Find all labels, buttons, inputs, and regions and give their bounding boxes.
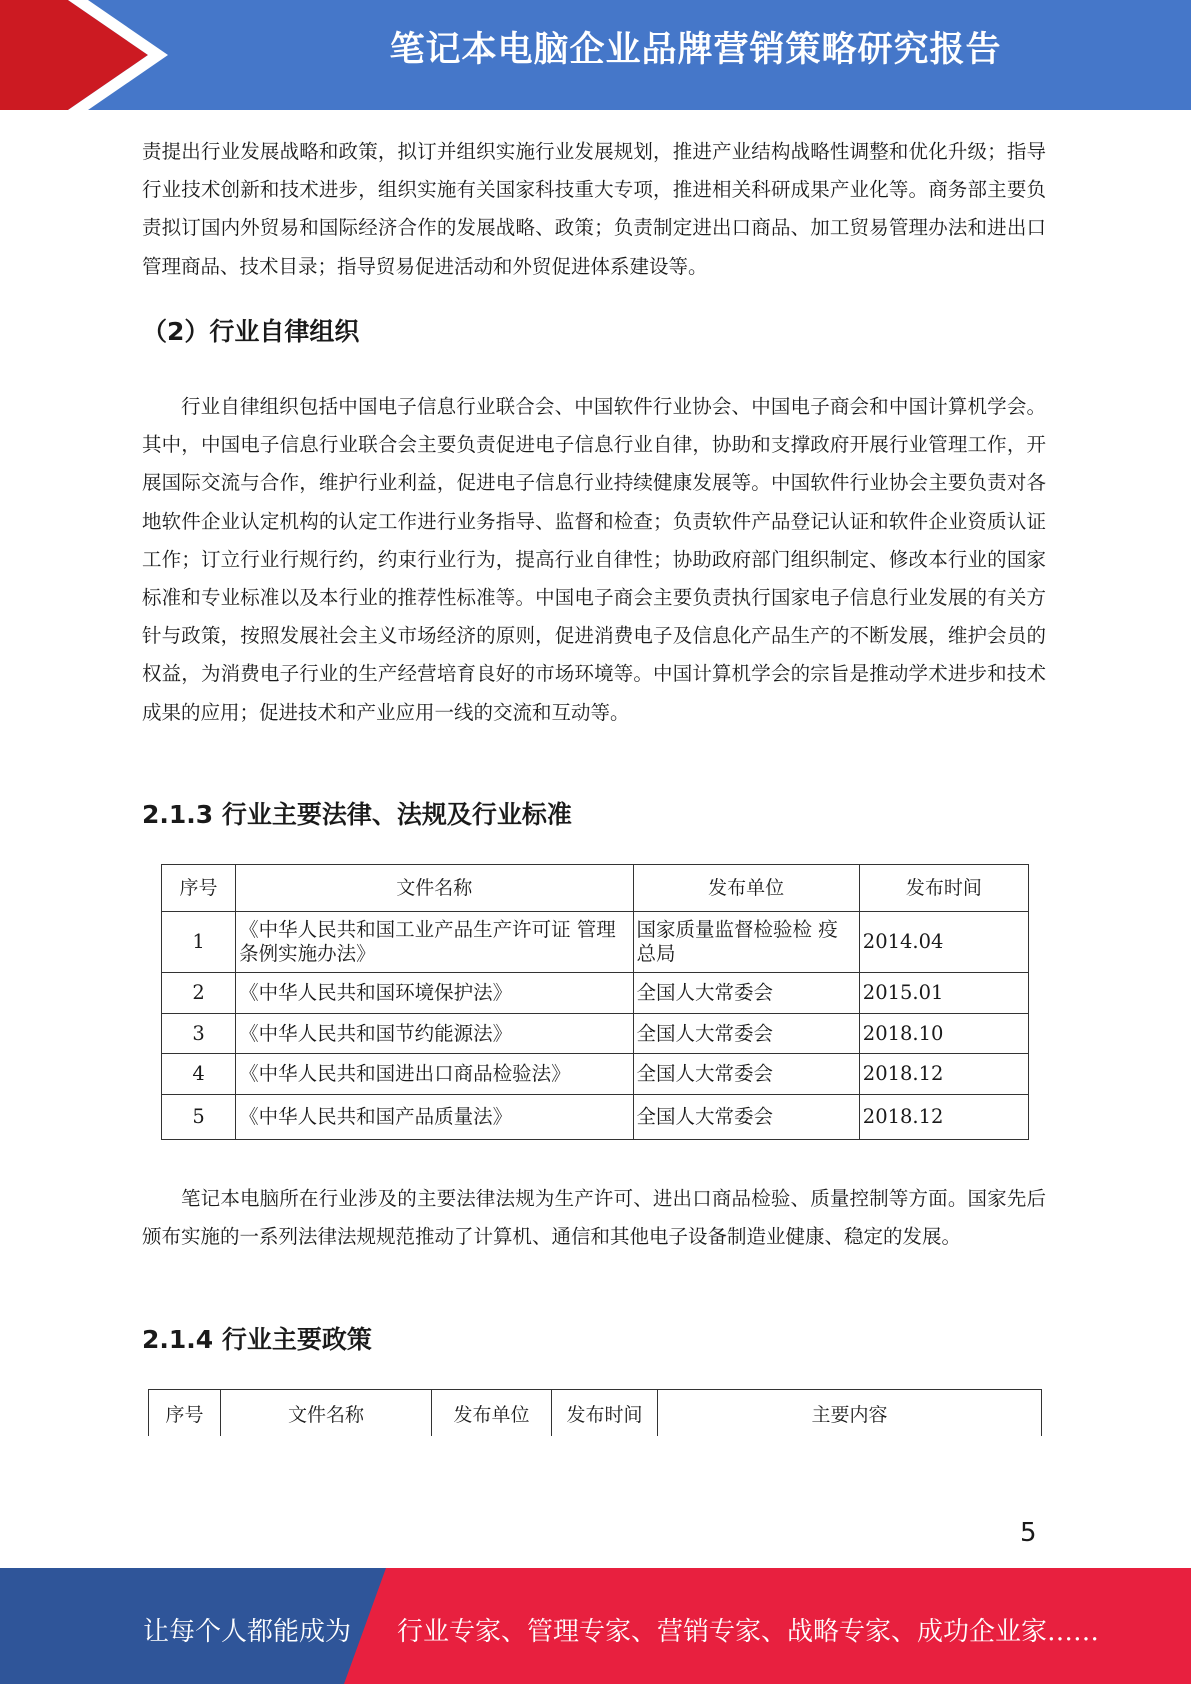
footer-slogan-left: 让每个人都能成为 bbox=[143, 1617, 352, 1647]
policy-header-content: 主要内容 bbox=[657, 1390, 1042, 1436]
table-row bbox=[162, 1014, 1029, 1054]
laws-table bbox=[161, 864, 1029, 1140]
section-heading-laws: 2.1.3 行业主要法律、法规及行业标准 bbox=[142, 800, 572, 829]
section-heading-policies: 2.1.4 行业主要政策 bbox=[142, 1325, 372, 1354]
row-index: 1 bbox=[162, 912, 236, 973]
row-index: 2 bbox=[162, 973, 236, 1014]
row-issuer: 全国人大常委会 bbox=[633, 973, 859, 1014]
row-index: 5 bbox=[162, 1095, 236, 1140]
footer-slogan-right: 行业专家、管理专家、营销专家、战略专家、成功企业家…… bbox=[397, 1617, 1100, 1647]
row-date: 2018.12 bbox=[859, 1054, 1028, 1095]
table-row bbox=[162, 1095, 1029, 1140]
row-issuer: 全国人大常委会 bbox=[633, 1095, 859, 1140]
row-date: 2015.01 bbox=[859, 973, 1028, 1014]
row-name: 《中华人民共和国节约能源法》 bbox=[236, 1014, 633, 1054]
header-title: 笔记本电脑企业品牌营销策略研究报告 bbox=[389, 30, 1002, 70]
row-name: 《中华人民共和国环境保护法》 bbox=[236, 973, 633, 1014]
header-cell-date: 发布时间 bbox=[859, 865, 1028, 912]
header-cell-index: 序号 bbox=[162, 865, 236, 912]
policy-header-name: 文件名称 bbox=[220, 1390, 431, 1436]
page-number: 5 bbox=[1020, 1518, 1037, 1548]
policy-header-index: 序号 bbox=[148, 1390, 220, 1436]
table-row bbox=[162, 973, 1029, 1014]
paragraph-2: 行业自律组织包括中国电子信息行业联合会、中国软件行业协会、中国电子商会和中国计算机学会。其中，中国电子信息行业联合会主要负责促进电子信息行业自律，协助和支撑政府开展行业管理工作，开展国际交流与合作，维护行业利益，促进电子信息行业持续健康发展等。中国软件行业协会主要负责对各地软件企业认定机构的认定工作进行业务指导、监督和检查；负责软件产品登记认证和软件企业资质认证工作；订立行业行规行约，约束行业行为，提高行业自律性；协助政府部门组织制定、修改本行业的国家标准和专业标准以及本行业的推荐性标准等。中国电子商会主要负责执行国家电子信息行业发展的有关方针与政策，按照发展社会主义市场经济的原则，促进消费电子及信息化产品生产的不断发展，维护会员的权益，为消费电子行业的生产经营培育良好的市场环境等。中国计算机学会的宗旨是推动学术进步和技术成果的应用；促进技术和产业应用一线的交流和互动等。 bbox=[142, 395, 1046, 724]
table-row bbox=[162, 1054, 1029, 1095]
header-cell-name: 文件名称 bbox=[236, 865, 633, 912]
row-name: 《中华人民共和国产品质量法》 bbox=[236, 1095, 633, 1140]
row-index: 4 bbox=[162, 1054, 236, 1095]
table-row bbox=[162, 912, 1029, 973]
row-date: 2018.12 bbox=[859, 1095, 1028, 1140]
paragraph-1: 责提出行业发展战略和政策，拟订并组织实施行业发展规划，推进产业结构战略性调整和优化升级；指导行业技术创新和技术进步，组织实施有关国家科技重大专项，推进相关科研成果产业化等。商务部主要负责拟订国内外贸易和国际经济合作的发展战略、政策；负责制定进出口商品、加工贸易管理办法和进出口管理商品、技术目录；指导贸易促进活动和外贸促进体系建设等。 bbox=[142, 140, 1046, 278]
row-name: 《中华人民共和国进出口商品检验法》 bbox=[236, 1054, 633, 1095]
section-heading-self-regulation: （2）行业自律组织 bbox=[142, 317, 360, 346]
table-header-row bbox=[162, 865, 1029, 912]
policy-table-header bbox=[148, 1389, 1042, 1436]
row-date: 2018.10 bbox=[859, 1014, 1028, 1054]
row-issuer: 全国人大常委会 bbox=[633, 1014, 859, 1054]
page-footer bbox=[0, 1568, 1191, 1684]
header-cell-issuer: 发布单位 bbox=[633, 865, 859, 912]
row-date: 2014.04 bbox=[859, 912, 1028, 973]
page-header bbox=[0, 0, 1191, 110]
row-name: 《中华人民共和国工业产品生产许可证 管理条例实施办法》 bbox=[236, 912, 633, 973]
row-issuer: 国家质量监督检验检 疫总局 bbox=[633, 912, 859, 973]
policy-header-date: 发布时间 bbox=[551, 1390, 657, 1436]
row-index: 3 bbox=[162, 1014, 236, 1054]
policy-header-issuer: 发布单位 bbox=[431, 1390, 551, 1436]
paragraph-3: 笔记本电脑所在行业涉及的主要法律法规为生产许可、进出口商品检验、质量控制等方面。国家先后颁布实施的一系列法律法规规范推动了计算机、通信和其他电子设备制造业健康、稳定的发展。 bbox=[142, 1187, 1046, 1249]
row-issuer: 全国人大常委会 bbox=[633, 1054, 859, 1095]
